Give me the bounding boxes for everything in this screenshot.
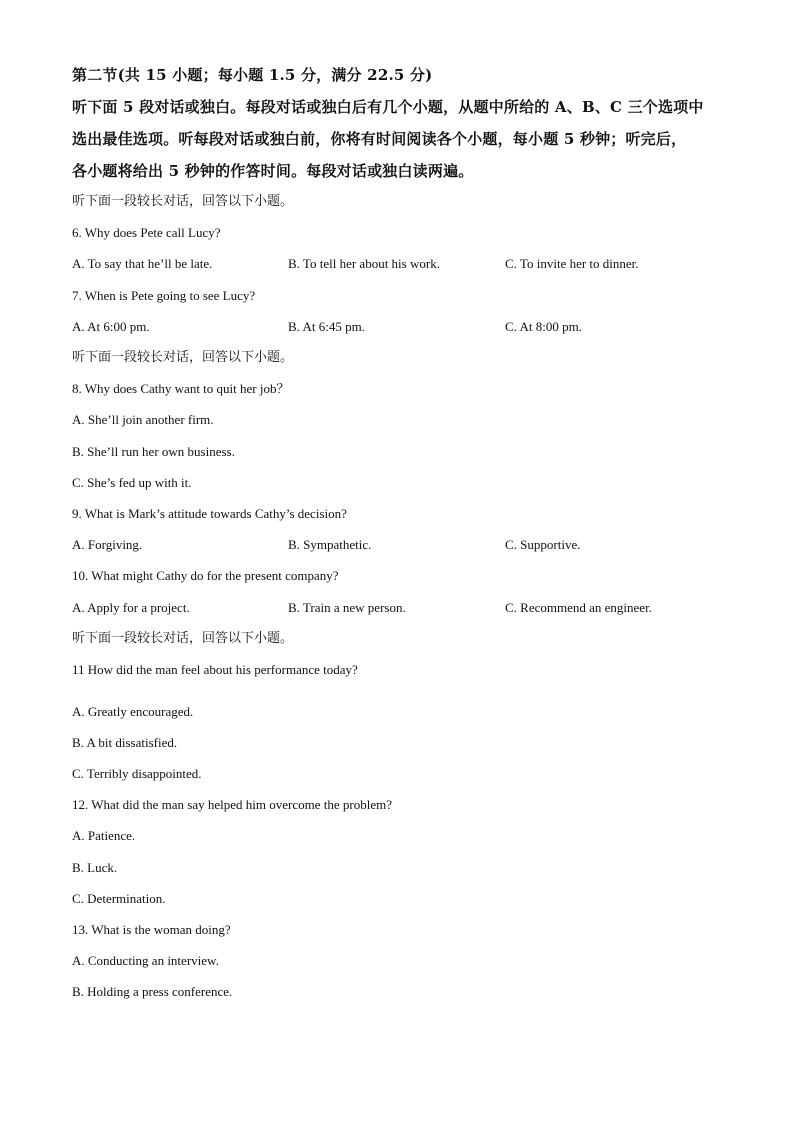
section-title: 第二节(共 15 小题；每小题 1.5 分，满分 22.5 分) [72, 66, 433, 84]
question-9-options [72, 538, 732, 554]
question-13-option-a[interactable]: A. Conducting an interview. [72, 953, 219, 968]
question-6-option-a[interactable]: A. To say that he’ll be late. [72, 256, 213, 271]
question-10-options [72, 601, 732, 617]
question-7-stem: 7. When is Pete going to see Lucy? [72, 288, 256, 303]
dialogue-intro-1: 听下面一段较长对话，回答以下小题。 [72, 194, 294, 209]
question-11-option-a[interactable]: A. Greatly encouraged. [72, 704, 194, 719]
question-12-option-c[interactable]: C. Determination. [72, 891, 166, 906]
question-6-option-c[interactable]: C. To invite her to dinner. [505, 256, 639, 271]
question-13-option-b[interactable]: B. Holding a press conference. [72, 984, 233, 999]
dialogue-intro-2: 听下面一段较长对话，回答以下小题。 [72, 350, 294, 365]
dialogue-intro-3: 听下面一段较长对话，回答以下小题。 [72, 631, 294, 646]
question-13-stem: 13. What is the woman doing? [72, 922, 231, 937]
question-12-stem: 12. What did the man say helped him overcome the problem? [72, 797, 392, 812]
question-9-option-c[interactable]: C. Supportive. [505, 537, 581, 552]
question-12-option-a[interactable]: A. Patience. [72, 828, 136, 843]
instruction-line-1: 听下面 5 段对话或独白。每段对话或独白后有几个小题，从题中所给的 A、B、C 三个选项中 [72, 98, 704, 116]
question-7-option-a[interactable]: A. At 6:00 pm. [72, 319, 150, 334]
question-11-option-c[interactable]: C. Terribly disappointed. [72, 766, 202, 781]
question-10-option-c[interactable]: C. Recommend an engineer. [505, 600, 652, 615]
question-12-option-b[interactable]: B. Luck. [72, 860, 118, 875]
instruction-line-3: 各小题将给出 5 秒钟的作答时间。每段对话或独白读两遍。 [72, 162, 474, 180]
question-6-options [72, 257, 732, 273]
question-8-option-b[interactable]: B. She’ll run her own business. [72, 444, 235, 459]
question-10-stem: 10. What might Cathy do for the present company? [72, 568, 339, 583]
question-10-option-a[interactable]: A. Apply for a project. [72, 600, 190, 615]
question-7-option-b[interactable]: B. At 6:45 pm. [288, 319, 365, 334]
question-11-stem: 11 How did the man feel about his performance today? [72, 662, 358, 677]
question-8-option-c[interactable]: C. She’s fed up with it. [72, 475, 192, 490]
question-9-option-a[interactable]: A. Forgiving. [72, 537, 143, 552]
question-9-option-b[interactable]: B. Sympathetic. [288, 537, 372, 552]
question-9-stem: 9. What is Mark’s attitude towards Cathy’s decision? [72, 506, 347, 521]
question-8-option-a[interactable]: A. She’ll join another firm. [72, 412, 214, 427]
question-11-option-b[interactable]: B. A bit dissatisfied. [72, 735, 178, 750]
question-10-option-b[interactable]: B. Train a new person. [288, 600, 406, 615]
question-6-option-b[interactable]: B. To tell her about his work. [288, 256, 440, 271]
question-6-stem: 6. Why does Pete call Lucy? [72, 225, 221, 240]
question-7-option-c[interactable]: C. At 8:00 pm. [505, 319, 582, 334]
instruction-line-2: 选出最佳选项。听每段对话或独白前，你将有时间阅读各个小题，每小题 5 秒钟；听完后， [72, 130, 687, 148]
question-8-stem: 8. Why does Cathy want to quit her job？ [72, 381, 290, 396]
question-7-options [72, 320, 732, 336]
